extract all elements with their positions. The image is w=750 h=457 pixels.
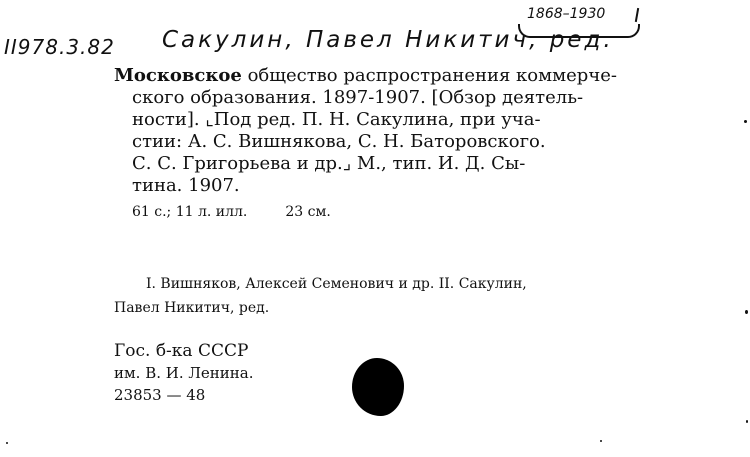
library-line-3: 23853 — 48: [114, 386, 206, 404]
library-line-2: им. В. И. Ленина.: [114, 364, 254, 382]
library-stamp: [114, 340, 253, 406]
entry-line-1-rest: общество распространения коммерче-: [247, 65, 617, 86]
life-dates: 1868–1930: [527, 6, 606, 22]
entry-line-6: тина. 1907.: [132, 175, 240, 196]
collation: [132, 202, 369, 222]
tracings-line-2: Павел Никитич, ред.: [114, 300, 270, 316]
entry-title-bold: Московское: [114, 65, 242, 86]
pen-tick: [635, 8, 639, 22]
call-number: II978.3.82: [4, 35, 115, 59]
entry-line-3: ности]. ⌞Под ред. П. Н. Сакулина, при уча-: [132, 109, 541, 130]
bibliographic-entry: [114, 65, 617, 197]
entry-line-5: С. С. Григорьева и др.⌟ М., тип. И. Д. Сы-: [132, 153, 526, 174]
handwritten-heading: Сакулин, Павел Никитич, ред.: [162, 27, 614, 53]
entry-line-1: [114, 65, 617, 87]
collation-pages: 61 с.; 11 л. илл.: [132, 204, 248, 220]
life-dates-bracket: [518, 24, 640, 38]
entry-line-4: стии: А. С. Вишнякова, С. Н. Баторовского.: [132, 131, 546, 152]
tracings: [114, 272, 662, 320]
tracings-line-1: I. Вишняков, Алексей Семенович и др. II. Сакулин,: [146, 276, 527, 292]
punch-hole: [352, 358, 404, 416]
entry-line-2: ского образования. 1897-1907. [Обзор деятель-: [132, 87, 584, 108]
library-line-1: Гос. б-ка СССР: [114, 341, 249, 361]
collation-size: 23 см.: [285, 204, 331, 220]
